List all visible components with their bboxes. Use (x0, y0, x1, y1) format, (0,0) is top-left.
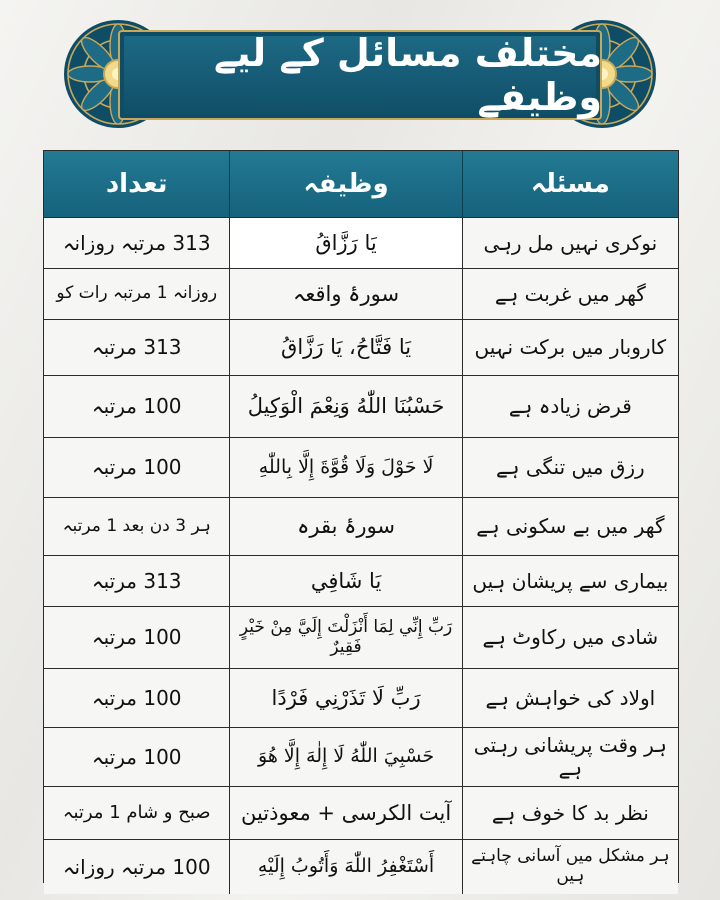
masla-cell: کاروبار میں برکت نہیں (462, 320, 678, 375)
wazifa-cell: آیت الکرسی + معوذتین (229, 787, 461, 839)
wazifa-cell: یَا فَتَّاحُ، یَا رَزَّاقُ (229, 320, 461, 375)
wazifa-cell: أَسْتَغْفِرُ اللّٰهَ وَأَتُوبُ إِلَيْهِ (229, 840, 461, 894)
tadad-cell: 313 مرتبہ (91, 335, 182, 359)
tadad-cell: ہر 3 دن بعد 1 مرتبہ (62, 515, 211, 536)
masla-cell: رزق میں تنگی ہے (462, 438, 678, 497)
table-header (44, 151, 678, 218)
masla-cell: نوکری نہیں مل رہی (462, 218, 678, 268)
masla-cell: اولاد کی خواہش ہے (462, 669, 678, 727)
masla-cell: بیماری سے پریشان ہیں (462, 556, 678, 606)
masla-cell: نظر بد کا خوف ہے (462, 787, 678, 839)
tadad-cell: 313 مرتبہ روزانہ (62, 230, 211, 255)
table-row (44, 438, 678, 498)
table-row (44, 320, 678, 376)
wazifa-cell: یَا شَافِي (229, 556, 461, 606)
masla-cell: گھر میں بے سکونی ہے (462, 498, 678, 555)
header-tadad: تعداد (105, 169, 168, 199)
header-wazifa: وظیفہ (229, 151, 461, 217)
wazifa-cell: سورۂ بقرہ (229, 498, 461, 555)
tadad-cell: 100 مرتبہ (91, 685, 182, 710)
tadad-cell: 313 مرتبہ (91, 568, 182, 593)
tadad-cell: 100 مرتبہ روزانہ (62, 854, 211, 879)
table-row (44, 728, 678, 787)
table-row (44, 787, 678, 840)
masla-cell: شادی میں رکاوٹ ہے (462, 607, 678, 668)
tadad-cell: 100 مرتبہ (91, 744, 182, 769)
wazifa-cell: حَسْبُنَا اللّٰهُ وَنِعْمَ الْوَكِيلُ (229, 376, 461, 437)
wazifa-cell: رَبِّ إِنِّي لِمَا أَنْزَلْتَ إِلَيَّ مِنْ خَيْرٍ فَقِيرٌ (229, 607, 461, 668)
tadad-cell: 100 مرتبہ (91, 455, 182, 479)
table-row (44, 669, 678, 728)
masla-cell: قرض زیادہ ہے (462, 376, 678, 437)
table-row (44, 498, 678, 556)
table-row (44, 840, 678, 894)
wazifa-cell: حَسْبِيَ اللّٰهُ لَا إِلٰهَ إِلَّا هُوَ (229, 728, 461, 786)
wazifa-cell: سورۂ واقعہ (229, 269, 461, 319)
masla-cell: ہر وقت پریشانی رہتی ہے (462, 728, 678, 786)
table-row (44, 607, 678, 669)
table-row (44, 218, 678, 269)
tadad-cell: صبح و شام 1 مرتبہ (62, 801, 211, 823)
tadad-cell: 100 مرتبہ (91, 625, 182, 649)
header-masla: مسئلہ (462, 151, 678, 217)
table-row (44, 269, 678, 320)
wazifa-cell: لَا حَوْلَ وَلَا قُوَّةَ إِلَّا بِاللّٰهِ (229, 438, 461, 497)
tadad-cell: 100 مرتبہ (91, 394, 182, 418)
table-row (44, 556, 678, 607)
wazaif-table (43, 150, 679, 886)
table-row (44, 376, 678, 438)
masla-cell: گھر میں غربت ہے (462, 269, 678, 319)
page-title: مختلف مسائل کے لیے وظیفے (214, 31, 602, 119)
title-banner (118, 30, 602, 120)
wazifa-cell: یَا رَزَّاقُ (229, 218, 461, 268)
tadad-cell: روزانہ 1 مرتبہ رات کو (56, 283, 218, 304)
masla-cell: ہر مشکل میں آسانی چاہتے ہیں (462, 840, 678, 894)
wazifa-cell: رَبِّ لَا تَذَرْنِي فَرْدًا (229, 669, 461, 727)
